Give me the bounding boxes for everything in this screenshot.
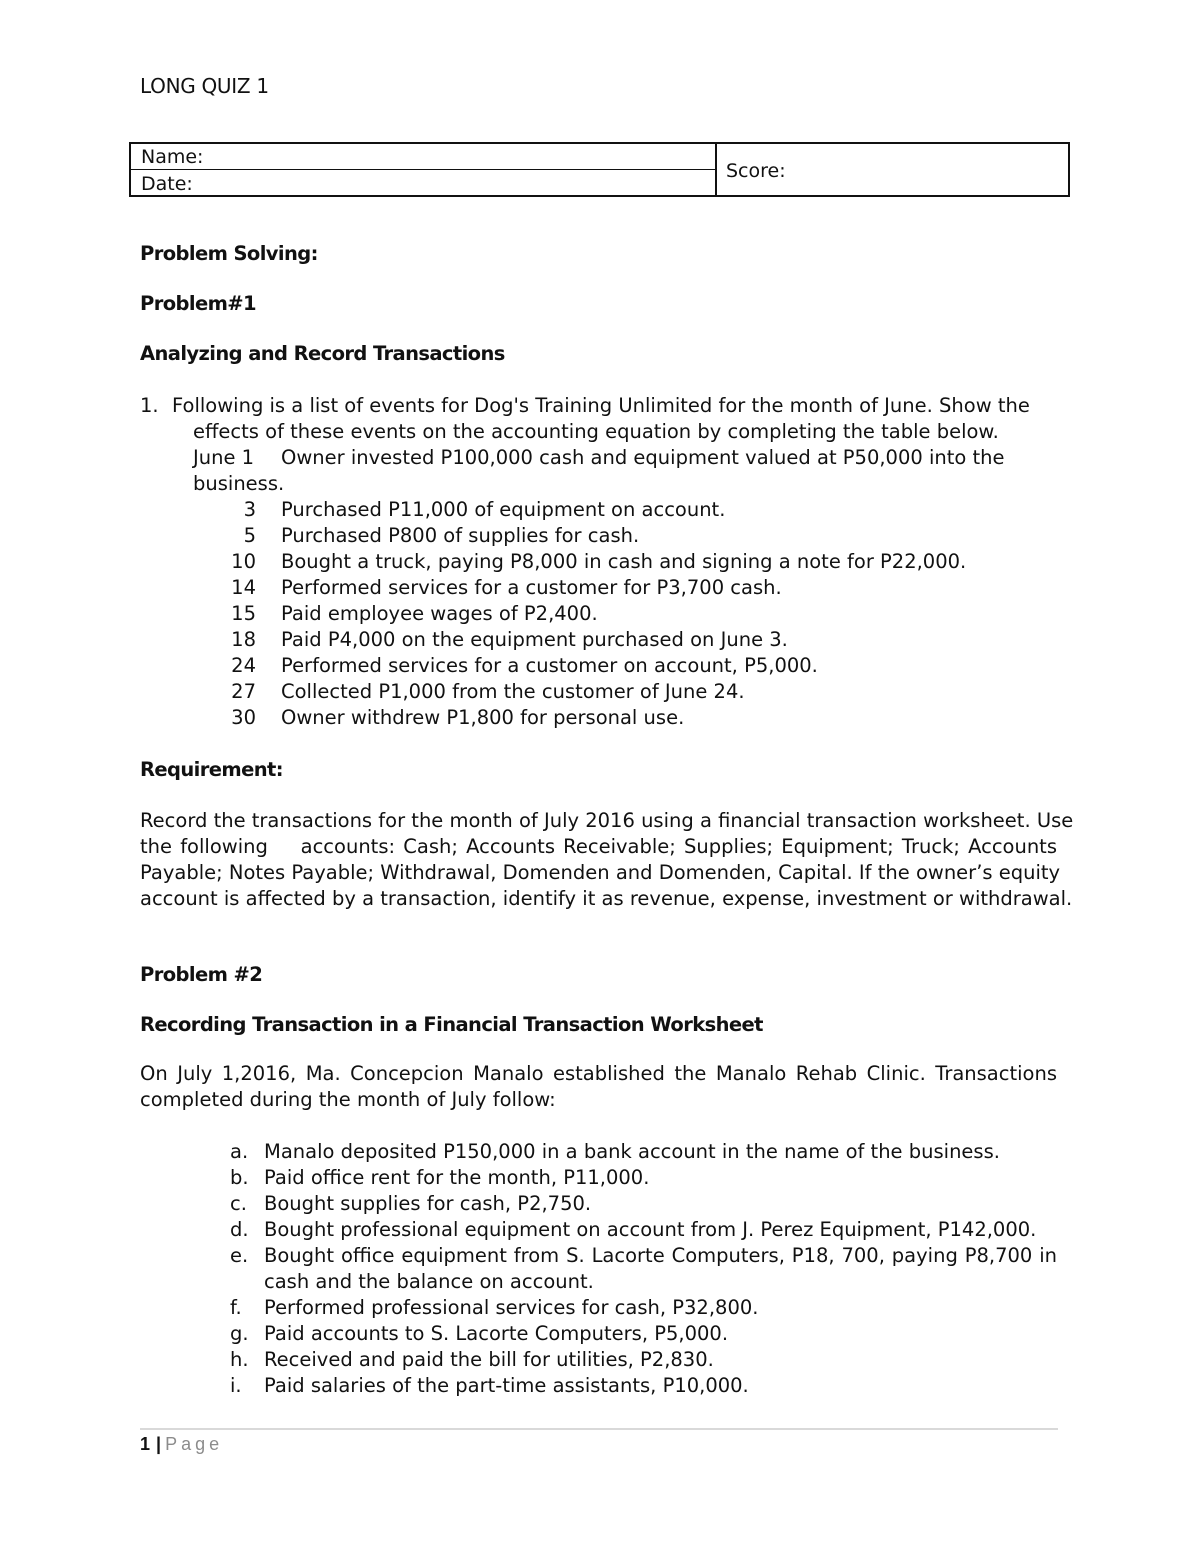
transaction-letter: g.: [230, 1322, 249, 1345]
event-date-june1: June 1: [193, 446, 255, 469]
event-text: Purchased P800 of supplies for cash.: [281, 524, 640, 547]
problem1-heading: Problem#1: [140, 292, 256, 315]
transaction-letter: i.: [230, 1374, 242, 1397]
name-date-cell: [131, 144, 717, 195]
transaction-letter: h.: [230, 1348, 249, 1371]
event-date: 15: [231, 602, 256, 625]
transaction-letter: d.: [230, 1218, 249, 1241]
name-label: Name:: [141, 146, 204, 168]
requirement-line: Record the transactions for the month of July 2016 using a financial transaction worksheet. Use: [140, 809, 1074, 832]
transaction-letter: f.: [230, 1296, 242, 1319]
problem1-intro-line2: effects of these events on the accounting equation by completing the table below.: [193, 420, 999, 443]
problem1-intro-line1: Following is a list of events for Dog's Training Unlimited for the month of June. Show the: [172, 394, 1030, 417]
event-date: 14: [231, 576, 256, 599]
event-date: 18: [231, 628, 256, 651]
transaction-text: Manalo deposited P150,000 in a bank account in the name of the business.: [264, 1140, 1000, 1163]
event-text: Paid employee wages of P2,400.: [281, 602, 598, 625]
event-text: Purchased P11,000 of equipment on account.: [281, 498, 726, 521]
event-date: 24: [231, 654, 256, 677]
event-date: 3: [243, 498, 256, 521]
transaction-text: Bought professional equipment on account from J. Perez Equipment, P142,000.: [264, 1218, 1037, 1241]
section-heading: Problem Solving:: [140, 242, 318, 265]
event-text: Bought a truck, paying P8,000 in cash and signing a note for P22,000.: [281, 550, 967, 573]
transaction-text: Performed professional services for cash, P32,800.: [264, 1296, 759, 1319]
requirement-heading: Requirement:: [140, 758, 283, 781]
event-text: Collected P1,000 from the customer of June 24.: [281, 680, 745, 703]
transaction-letter: a.: [230, 1140, 249, 1163]
event-text: Paid P4,000 on the equipment purchased on June 3.: [281, 628, 788, 651]
requirement-line: Payable; Notes Payable; Withdrawal, Domenden and Domenden, Capital. If the owner’s equity: [140, 861, 1061, 884]
page-footer: [140, 1434, 223, 1455]
problem2-intro-line: completed during the month of July follow:: [140, 1088, 556, 1111]
event-text: Performed services for a customer on account, P5,000.: [281, 654, 818, 677]
event-date: 5: [243, 524, 256, 547]
footer-separator: |: [156, 1434, 162, 1454]
transaction-text: Paid accounts to S. Lacorte Computers, P5,000.: [264, 1322, 729, 1345]
event-june1-text: Owner invested P100,000 cash and equipment valued at P50,000 into the: [281, 446, 1005, 469]
event-text: Owner withdrew P1,800 for personal use.: [281, 706, 685, 729]
transaction-letter: b.: [230, 1166, 249, 1189]
transaction-text: Bought office equipment from S. Lacorte Computers, P18, 700, paying P8,700 in: [264, 1244, 1057, 1267]
name-date-divider: [131, 169, 715, 170]
problem2-intro-line: On July 1,2016, Ma. Concepcion Manalo established the Manalo Rehab Clinic. Transactions: [140, 1062, 1057, 1085]
transaction-text: Paid salaries of the part-time assistants, P10,000.: [264, 1374, 749, 1397]
problem1-subheading: Analyzing and Record Transactions: [140, 342, 505, 365]
page-word: Page: [165, 1434, 224, 1454]
page-number: 1: [140, 1434, 151, 1454]
problem1-item-number: 1.: [140, 394, 159, 417]
event-june1-text-cont: business.: [193, 472, 285, 495]
event-text: Performed services for a customer for P3,700 cash.: [281, 576, 782, 599]
transaction-letter: c.: [230, 1192, 247, 1215]
transaction-text-cont: cash and the balance on account.: [264, 1270, 594, 1293]
quiz-title: LONG QUIZ 1: [140, 74, 269, 98]
requirement-line: account is affected by a transaction, identify it as revenue, expense, investment or withdrawal.: [140, 887, 1073, 910]
score-label: Score:: [726, 160, 786, 182]
transaction-text: Bought supplies for cash, P2,750.: [264, 1192, 592, 1215]
event-date: 10: [231, 550, 256, 573]
transaction-letter: e.: [230, 1244, 249, 1267]
event-date: 30: [231, 706, 256, 729]
footer-divider: [140, 1428, 1058, 1430]
transaction-text: Received and paid the bill for utilities, P2,830.: [264, 1348, 714, 1371]
transaction-text: Paid office rent for the month, P11,000.: [264, 1166, 650, 1189]
student-info-table: [129, 142, 1070, 197]
problem2-heading: Problem #2: [140, 963, 263, 986]
date-label: Date:: [141, 173, 193, 195]
requirement-line: the following accounts: Cash; Accounts Receivable; Supplies; Equipment; Truck; Accounts: [140, 835, 1057, 858]
event-date: 27: [231, 680, 256, 703]
problem2-subheading: Recording Transaction in a Financial Transaction Worksheet: [140, 1013, 763, 1036]
